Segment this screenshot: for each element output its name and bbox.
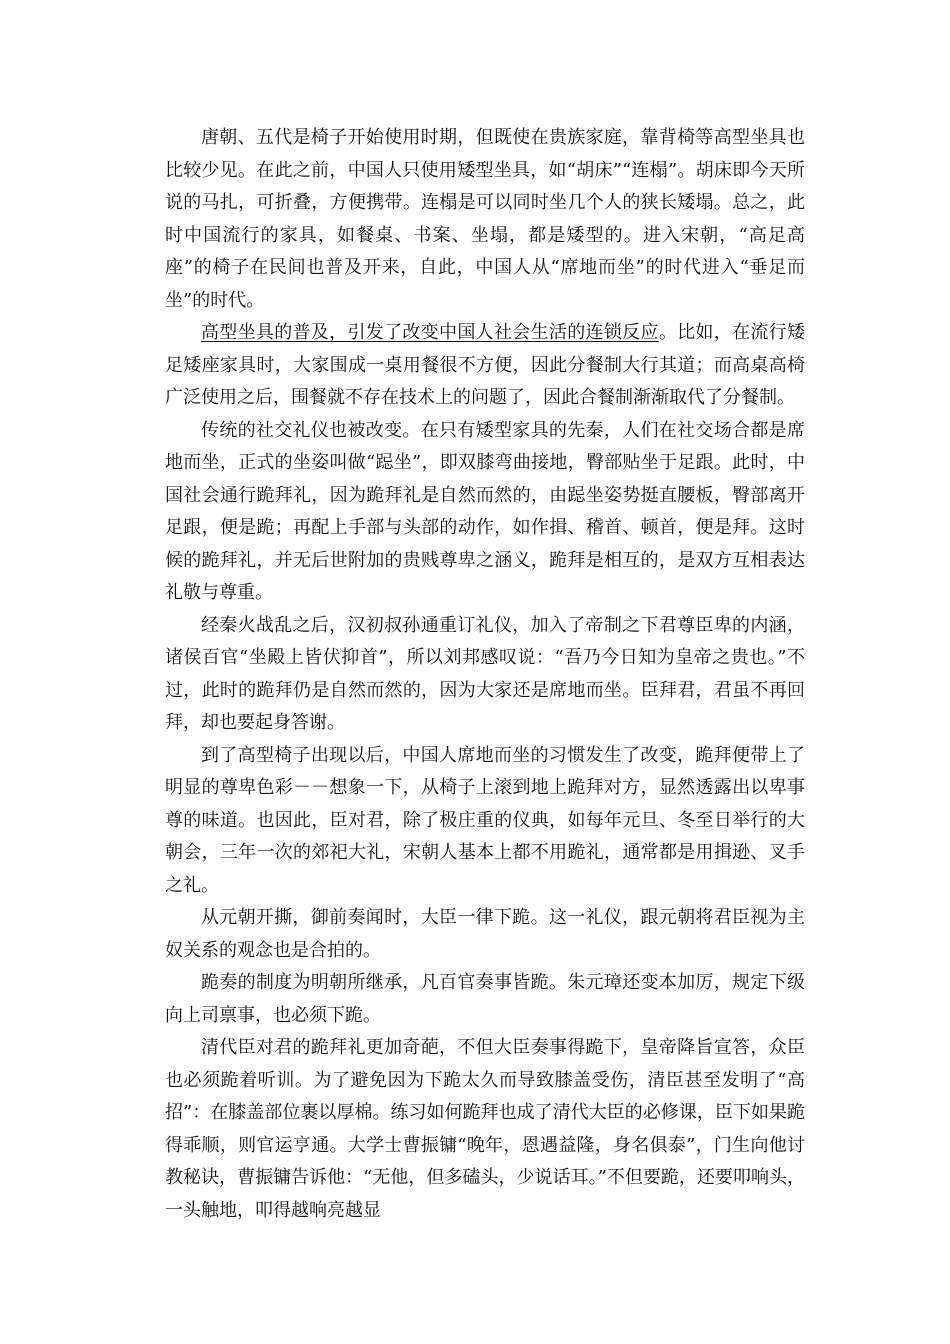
paragraph-8-text: 清代臣对君的跪拜礼更加奇葩，不但大臣奏事得跪下，皇帝降旨宣答，众臣也必须跪着听训。为了避免因为下跪太久而导致膝盖受伤，清臣甚至发明了“高招”：在膝盖部位裹以厚棉。练习如何跪拜也成了清代大臣的必修课，臣下如果跪得乖顺，则官运亨通。大学士曹振镛“晚年，恩遇益隆，身名俱泰”，门生向他讨教秘诀，曹振镛告诉他：“无他，但多磕头，少说话耳。”不但要跪，还要叩响头，一头触地，叩得越响亮越显 [165, 1037, 805, 1221]
paragraph-3-text: 传统的社交礼仪也被改变。在只有矮型家具的先秦，人们在社交场合都是席地而坐，正式的坐姿叫做“跽坐”，即双膝弯曲接地，臀部贴坐于足跟。此时，中国社会通行跪拜礼，因为跪拜礼是自然而然的，由跽坐姿势挺直腰板，臀部离开足跟，便是跪；再配上手部与头部的动作，如作揖、稽首、顿首，便是拜。这时候的跪拜礼，并无后世附加的贵贱尊卑之涵义，跪拜是相互的，是双方互相表达礼敬与尊重。 [165, 419, 805, 603]
paragraph-1-text: 唐朝、五代是椅子开始使用时期，但既使在贵族家庭，靠背椅等高型坐具也比较少见。在此之前，中国人只使用矮型坐具，如“胡床”“连榻”。胡床即今天所说的马扎，可折叠，方便携带。连榻是可以同时坐几个人的狭长矮塌。总之，此时中国流行的家具，如餐桌、书案、坐塌，都是矮型的。进入宋朝，“高足高座”的椅子在民间也普及开来，自此，中国人从“席地而坐”的时代进入“垂足而坐”的时代。 [165, 127, 805, 311]
paragraph-2-underlined-sentence: 高型坐具的普及，引发了改变中国人社会生活的连锁反应 [201, 322, 659, 343]
paragraph-6-text: 从元朝开撕，御前奏闻时，大臣一律下跪。这一礼仪，跟元朝将君臣视为主奴关系的观念也是合拍的。 [165, 907, 805, 961]
paragraph-4-text: 经秦火战乱之后，汉初叔孙通重订礼仪，加入了帝制之下君尊臣卑的内涵，诸侯百官“坐殿上皆伏抑首”，所以刘邦感叹说：“吾乃今日知为皇帝之贵也。”不过，此时的跪拜仍是自然而然的，因为大家还是席地而坐。臣拜君，君虽不再回拜，却也要起身答谢。 [165, 614, 805, 733]
paragraph-8 [165, 1032, 805, 1227]
paragraph-5-text: 到了高型椅子出现以后，中国人席地而坐的习惯发生了改变，跪拜便带上了明显的尊卑色彩－－想象一下，从椅子上滚到地上跪拜对方，显然透露出以卑事尊的味道。也因此，臣对君，除了极庄重的仪典，如每年元旦、冬至日举行的大朝会，三年一次的郊祀大礼，宋朝人基本上都不用跪礼，通常都是用揖逊、叉手之礼。 [165, 744, 805, 896]
paragraph-5 [165, 740, 805, 903]
paragraph-2 [165, 317, 805, 415]
paragraph-2-text: 。比如，在流行矮足矮座家具时，大家围成一桌用餐很不方便，因此分餐制大行其道；而高桌高椅广泛使用之后，围餐就不存在技术上的问题了，因此合餐制渐渐取代了分餐制。 [165, 322, 805, 408]
paragraph-4 [165, 610, 805, 740]
paragraph-6 [165, 902, 805, 967]
document-body [165, 122, 805, 1227]
paragraph-3 [165, 415, 805, 610]
paragraph-7 [165, 967, 805, 1032]
paragraph-1 [165, 122, 805, 317]
paragraph-7-text: 跪奏的制度为明朝所继承，凡百官奏事皆跪。朱元璋还变本加厉，规定下级向上司禀事，也必须下跪。 [165, 972, 805, 1026]
